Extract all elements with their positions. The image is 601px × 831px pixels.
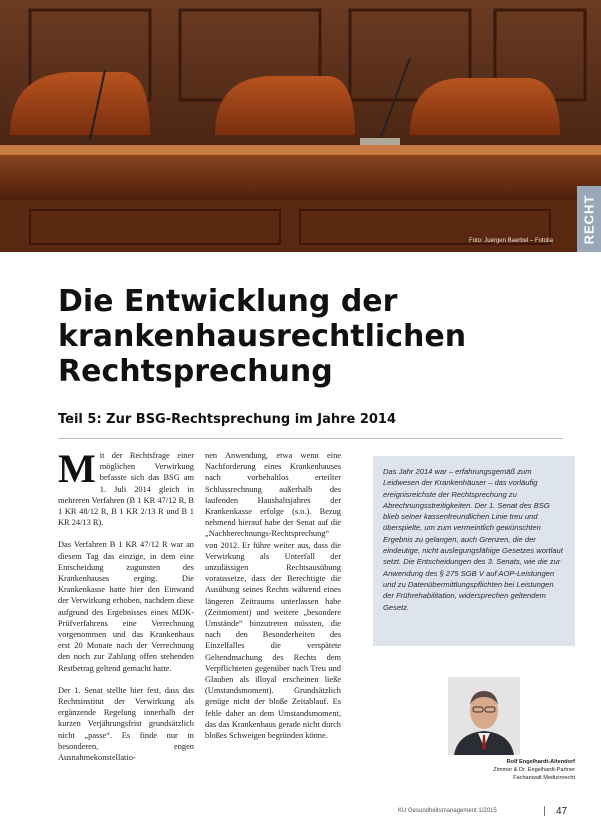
body-paragraph: nen Anwendung, etwa wenn eine Nachforderung eines Krankenhauses nach vorbehaltlos erteilter Schlussrechnung außerhalb des laufenden Haushaltsjahres der Krankenkasse erfolge (s.o.). Bezug nehmend hierauf habe der Senat auf die „Nachberechnungs-Rechtsprechung“ von 2012. Er führe weiter aus, dass die Verwirkung als Unterfall der unzulässigen Rechtsausübung voraussetze, dass der Berechtigte die Ausübung seines Rechts während eines längeren Zeitraums unterlassen habe (Zeitmoment) und weitere „besondere Umstände“ hinzutreten müssten, die nach den Besonderheiten des Einzelfalles die verspätete Geltendmachung des Rechts dem Verpflichteten gegenüber nach Treu und Glauben als illoyal erscheinen ließe (Umstandsmoment). Grundsätzlich genüge nicht der bloße Zeitablauf. Es fehle daher an dem Umstandsmoment, das das Krankenhaus gerade nicht durch bloßes Schweigen begründen könne. (205, 451, 341, 741)
footer-journal: KU Gesundheitsmanagement 1/2015 (398, 808, 497, 814)
body-column-1 (58, 446, 194, 774)
divider (58, 438, 563, 439)
author-caption (373, 758, 575, 782)
summary-box (373, 456, 575, 646)
hero-photo (0, 0, 601, 252)
author-firm: Zimmer & Dr. Engelhardt-Partner (493, 767, 575, 773)
dropcap: M (58, 446, 96, 491)
article-subhead: Teil 5: Zur BSG-Rechtsprechung im Jahre 2014 (58, 412, 397, 427)
headline-line: krankenhausrechtlichen (58, 319, 467, 354)
section-tab-label: RECHT (581, 194, 597, 244)
paragraph-text: it der Rechtsfrage einer möglichen Verwirkung befasste sich das BSG am 1. Juli 2014 gleich in mehreren Verfahren (B 1 KR 47/12 R, B 1 KR 48/12 R, B 1 KR 2/13 R und B 1 KR 24/13 R). (58, 451, 194, 528)
body-column-2 (205, 450, 341, 752)
headline-line: Rechtsprechung (58, 354, 333, 389)
courtroom-image (0, 0, 601, 252)
photo-credit: Foto: Juergen Baerbel – Fotolia (468, 238, 553, 244)
body-paragraph: Das Verfahren B 1 KR 47/12 R war an diesem Tag das einzige, in dem eine Entscheidung zugunsten des Krankenhauses erging. Die Krankenkasse hatte hier den Einwand der Verwirkung erhoben, nachdem diese aufgrund des Ergebnisses eines MDK-Prüfverfahrens eine Verrechnung vorgenommen und das Krankenhaus erst 20 Monate nach der Verrechnung den noch zur Zahlung offen stehenden Restbetrag geltend gemacht hatte. (58, 540, 194, 673)
footer-divider (544, 806, 545, 816)
author-photo (448, 677, 520, 755)
summary-text: Das Jahr 2014 war – erfahrungsgemäß zum Leidwesen der Krankenhäuser – das vorläufig ereignisreichste der Rechtsprechung zu Abrechnungsstreitigkeiten. Der 1. Senat des BSG blieb seiner kassenfreundlichen Linie treu und überspielte, um zum vermeintlich gewünschten Ergebnis zu gelangen, auch Grenzen, die der eindeutige, nicht auslegungsfähige Gesetzes wortlaut setzt. Die Entscheidungen des 3. Senats, wie die zur Anwendung des § 275 SGB V auf AOP-Leistungen und zu Datenübermittlungspflichten bei Leistungen der Frührehabilitation, widersprechen geltendem Gesetz. (383, 467, 563, 612)
page-number: 47 (556, 806, 568, 817)
author-portrait (448, 677, 520, 755)
author-name: Rolf Engelhardt-Altendorf (506, 759, 575, 765)
author-role: Fachanwalt Medizinrecht (513, 775, 575, 781)
article-headline (58, 284, 538, 389)
section-tab (577, 186, 601, 252)
body-paragraph: Der 1. Senat stellte hier fest, dass das Rechtsinstitut der Verwirkung als ergänzende Regelung innerhalb der kurzen Verjährungsfrist grundsätzlich nicht „passe“. Es finde nur in besonderen, engen Ausnahmekonstellatio- (58, 685, 194, 763)
body-paragraph (58, 446, 194, 528)
headline-line: Die Entwicklung der (58, 284, 398, 319)
